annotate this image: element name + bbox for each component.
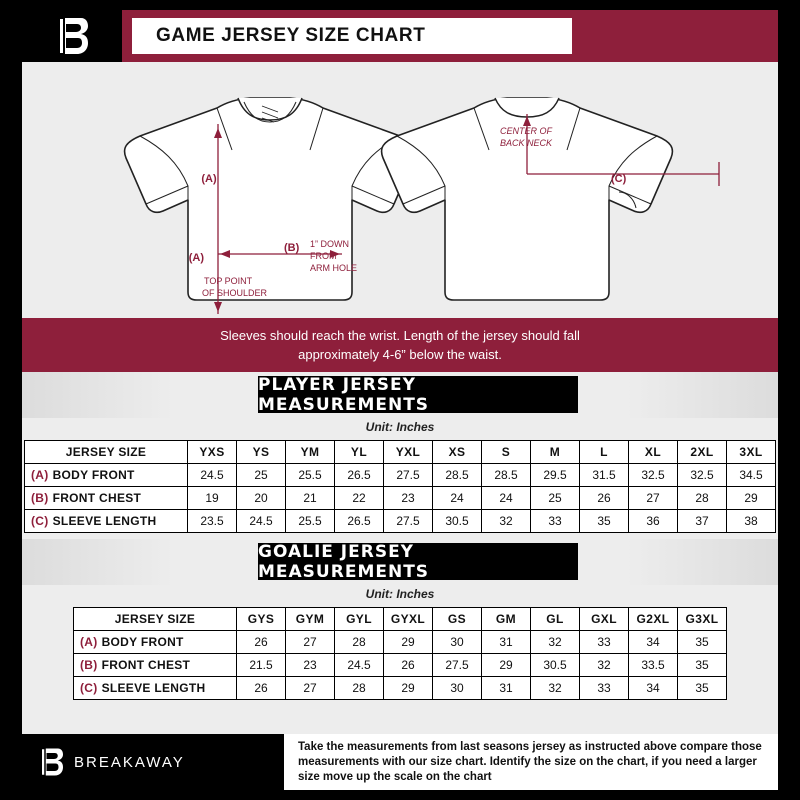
footer — [22, 734, 778, 790]
footer-brand-name: BREAKAWAY — [74, 753, 185, 771]
cell: 33.5 — [629, 654, 678, 677]
cell: 23.5 — [188, 510, 237, 533]
row-label-front-chest — [74, 654, 237, 677]
a-caption-line2: OF SHOULDER — [202, 288, 268, 298]
player-banner-text: PLAYER JERSEY MEASUREMENTS — [258, 374, 430, 415]
cell: 35 — [678, 677, 727, 700]
goalie-section-banner — [22, 539, 778, 585]
table-header-row — [74, 608, 727, 631]
row-label-body-front — [25, 464, 188, 487]
row-text-sleeve-length: SLEEVE LENGTH — [52, 514, 157, 528]
cell: 24.5 — [188, 464, 237, 487]
col-yl: YL — [335, 441, 384, 464]
table-row — [25, 464, 776, 487]
cell: 30.5 — [433, 510, 482, 533]
cell: 34.5 — [727, 464, 776, 487]
row-tag-a: (A) — [80, 635, 98, 649]
cell: 21.5 — [237, 654, 286, 677]
goalie-table-wrap — [22, 607, 778, 706]
row-tag-c: (C) — [80, 681, 98, 695]
table-row — [74, 654, 727, 677]
cell: 33 — [580, 631, 629, 654]
cell: 30 — [433, 631, 482, 654]
cell: 25 — [237, 464, 286, 487]
center-back-neck-line2: BACK NECK — [500, 138, 553, 148]
cell: 22 — [335, 487, 384, 510]
cell: 32 — [482, 510, 531, 533]
fit-note-line1: Sleeves should reach the wrist. Length of the jersey should fall — [220, 328, 580, 343]
player-unit-label: Unit: Inches — [22, 418, 778, 440]
a-caption-line1: TOP POINT — [204, 276, 253, 286]
page-title — [132, 18, 572, 54]
b-caption-line2: FROM — [310, 251, 337, 261]
col-gl: GL — [531, 608, 580, 631]
cell: 25.5 — [286, 464, 335, 487]
col-jersey-size: JERSEY SIZE — [74, 608, 237, 631]
cell: 34 — [629, 677, 678, 700]
col-ym: YM — [286, 441, 335, 464]
jersey-diagram-svg — [22, 62, 778, 318]
b-caption-line3: ARM HOLE — [310, 263, 358, 273]
cell: 27 — [629, 487, 678, 510]
col-xl: XL — [629, 441, 678, 464]
cell: 31 — [482, 677, 531, 700]
cell: 28.5 — [433, 464, 482, 487]
center-back-neck-line1: CENTER OF — [500, 126, 553, 136]
col-gys: GYS — [237, 608, 286, 631]
table-row — [74, 631, 727, 654]
cell: 35 — [678, 631, 727, 654]
fit-note-line2: approximately 4-6” below the waist. — [298, 347, 502, 362]
col-xs: XS — [433, 441, 482, 464]
col-m: M — [531, 441, 580, 464]
footer-brand — [22, 734, 284, 790]
cell: 24 — [433, 487, 482, 510]
cell: 32.5 — [678, 464, 727, 487]
cell: 26 — [237, 677, 286, 700]
cell: 24.5 — [335, 654, 384, 677]
row-tag-b: (B) — [80, 658, 98, 672]
cell: 36 — [629, 510, 678, 533]
row-label-sleeve-length — [25, 510, 188, 533]
cell: 30 — [433, 677, 482, 700]
row-text-sleeve-length: SLEEVE LENGTH — [101, 681, 206, 695]
row-text-front-chest: FRONT CHEST — [52, 491, 142, 505]
cell: 34 — [629, 631, 678, 654]
header-logo — [22, 10, 122, 62]
col-gs: GS — [433, 608, 482, 631]
col-ys: YS — [237, 441, 286, 464]
row-tag-c: (C) — [31, 514, 49, 528]
cell: 29 — [384, 677, 433, 700]
label-marker-a: (A) — [201, 173, 217, 185]
cell: 32 — [531, 677, 580, 700]
goalie-measurements-table — [73, 607, 727, 700]
row-label-body-front — [74, 631, 237, 654]
cell: 32 — [531, 631, 580, 654]
cell: 35 — [580, 510, 629, 533]
col-gyxl: GYXL — [384, 608, 433, 631]
col-gyl: GYL — [335, 608, 384, 631]
col-yxs: YXS — [188, 441, 237, 464]
page-title-text: GAME JERSEY SIZE CHART — [156, 25, 426, 46]
cell: 27 — [286, 677, 335, 700]
cell: 27.5 — [384, 510, 433, 533]
player-table-wrap — [22, 440, 778, 539]
cell: 29 — [727, 487, 776, 510]
fit-note — [22, 318, 778, 372]
goalie-unit-label: Unit: Inches — [22, 585, 778, 607]
cell: 32.5 — [629, 464, 678, 487]
player-banner-box — [258, 376, 578, 413]
col-l: L — [580, 441, 629, 464]
cell: 23 — [384, 487, 433, 510]
table-row — [25, 510, 776, 533]
col-3xl: 3XL — [727, 441, 776, 464]
cell: 24.5 — [237, 510, 286, 533]
col-gm: GM — [482, 608, 531, 631]
goalie-banner-text: GOALIE JERSEY MEASUREMENTS — [258, 541, 430, 582]
cell: 28 — [335, 631, 384, 654]
cell: 20 — [237, 487, 286, 510]
cell: 27 — [286, 631, 335, 654]
cell: 27.5 — [433, 654, 482, 677]
cell: 31.5 — [580, 464, 629, 487]
footer-instructions: Take the measurements from last seasons jersey as instructed above compare those measurements with our size chart. Identify the size on the chart, if you need a larger size move up the scale on the chart — [298, 740, 762, 783]
col-g3xl: G3XL — [678, 608, 727, 631]
col-s: S — [482, 441, 531, 464]
b-caption-line1: 1” DOWN — [310, 239, 349, 249]
breakaway-b-logo-icon — [55, 16, 89, 56]
cell: 35 — [678, 654, 727, 677]
cell: 23 — [286, 654, 335, 677]
cell: 38 — [727, 510, 776, 533]
row-text-body-front: BODY FRONT — [52, 468, 135, 482]
cell: 21 — [286, 487, 335, 510]
row-text-front-chest: FRONT CHEST — [101, 658, 191, 672]
cell: 30.5 — [531, 654, 580, 677]
cell: 28 — [678, 487, 727, 510]
cell: 28 — [335, 677, 384, 700]
row-tag-b: (B) — [31, 491, 49, 505]
cell: 26 — [580, 487, 629, 510]
cell: 19 — [188, 487, 237, 510]
cell: 26.5 — [335, 510, 384, 533]
marker-a-text: (A) — [188, 252, 204, 264]
cell: 28.5 — [482, 464, 531, 487]
col-2xl: 2XL — [678, 441, 727, 464]
cell: 37 — [678, 510, 727, 533]
table-header-row — [25, 441, 776, 464]
cell: 32 — [580, 654, 629, 677]
cell: 25.5 — [286, 510, 335, 533]
cell: 29 — [482, 654, 531, 677]
row-label-front-chest — [25, 487, 188, 510]
header — [22, 10, 778, 62]
goalie-banner-box — [258, 543, 578, 580]
col-gxl: GXL — [580, 608, 629, 631]
col-jersey-size: JERSEY SIZE — [25, 441, 188, 464]
row-text-body-front: BODY FRONT — [101, 635, 184, 649]
cell: 27.5 — [384, 464, 433, 487]
player-measurements-table — [24, 440, 776, 533]
cell: 26 — [237, 631, 286, 654]
row-tag-a: (A) — [31, 468, 49, 482]
row-label-sleeve-length — [74, 677, 237, 700]
breakaway-b-logo-icon — [38, 747, 64, 777]
col-gym: GYM — [286, 608, 335, 631]
table-row — [74, 677, 727, 700]
jersey-diagram — [22, 62, 778, 318]
cell: 26 — [384, 654, 433, 677]
marker-b-text: (B) — [284, 242, 300, 254]
table-row — [25, 487, 776, 510]
cell: 29.5 — [531, 464, 580, 487]
cell: 29 — [384, 631, 433, 654]
marker-c-text: (C) — [611, 173, 627, 185]
cell: 25 — [531, 487, 580, 510]
cell: 33 — [531, 510, 580, 533]
size-chart-sheet — [22, 10, 778, 790]
col-yxl: YXL — [384, 441, 433, 464]
cell: 26.5 — [335, 464, 384, 487]
cell: 33 — [580, 677, 629, 700]
cell: 24 — [482, 487, 531, 510]
player-section-banner — [22, 372, 778, 418]
cell: 31 — [482, 631, 531, 654]
col-g2xl: G2XL — [629, 608, 678, 631]
